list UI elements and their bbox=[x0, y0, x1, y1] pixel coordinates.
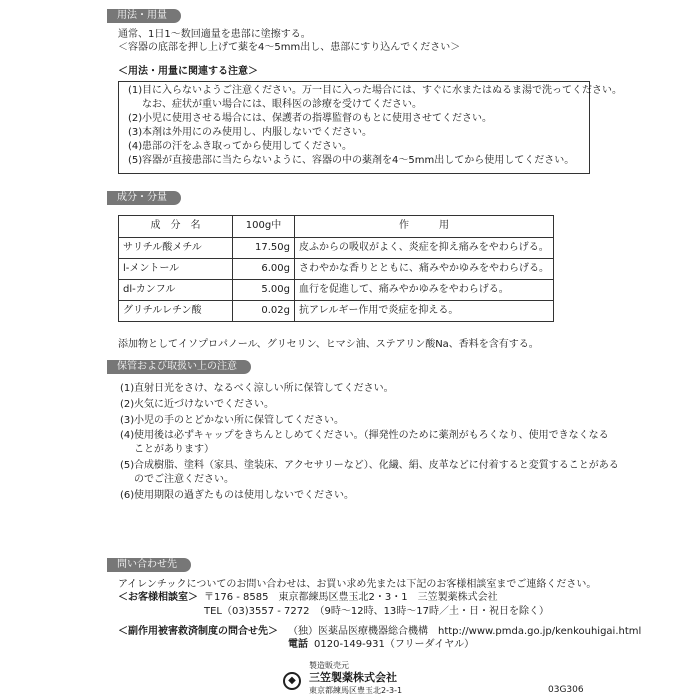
ingredient-name: サリチル酸メチル bbox=[119, 238, 233, 259]
relief-tel-label: 電話 bbox=[288, 639, 308, 650]
col-action-header: 作 用 bbox=[295, 216, 554, 238]
contact-header: 問い合わせ先 bbox=[107, 558, 191, 572]
storage-item: のでご注意ください。 bbox=[134, 474, 234, 485]
relief-label: ＜副作用被害救済制度の問合せ先＞ bbox=[118, 626, 278, 637]
ingredient-action: さわやかな香りとともに、痛みやかゆみをやわらげる。 bbox=[295, 259, 554, 280]
ingredients-header: 成分・分量 bbox=[107, 191, 181, 205]
storage-item: ことがあります） bbox=[134, 444, 214, 455]
company-address: 東京都練馬区豊玉北2-3-1 bbox=[309, 686, 403, 695]
ingredient-amount: 0.02g bbox=[233, 301, 295, 322]
ingredient-action: 抗アレルギー作用で炎症を抑える。 bbox=[295, 301, 554, 322]
ingredient-amount: 6.00g bbox=[233, 259, 295, 280]
usage-line-2: ＜容器の底部を押し上げて薬を4～5mm出し、患部にすり込んでください＞ bbox=[118, 42, 461, 53]
ingredient-action: 血行を促進して、痛みやかゆみをやわらげる。 bbox=[295, 280, 554, 301]
storage-item: (2)火気に近づけないでください。 bbox=[120, 399, 274, 410]
caution-item: (4)患部の汗をふき取ってから使用してください。 bbox=[128, 141, 352, 152]
ingredients-table bbox=[118, 215, 554, 322]
desk-label: ＜お客様相談室＞ bbox=[118, 592, 198, 603]
caution-item: なお、症状が重い場合には、眼科医の診療を受けてください。 bbox=[142, 99, 422, 110]
relief-org: （独）医薬品医療機器総合機構 http://www.pmda.go.jp/kenkouhigai.html bbox=[288, 626, 642, 637]
additives-text: 添加物としてイソプロパノール、グリセリン、ヒマシ油、ステアリン酸Na、香料を含有する。 bbox=[118, 339, 539, 350]
storage-item: (4)使用後は必ずキャップをきちんとしめてください。（揮発性のために薬剤がもろくなり、使用できなくなる bbox=[120, 430, 609, 441]
desk-address: 〒176 - 8585 東京都練馬区豊玉北2・3・1 三笠製薬株式会社 bbox=[204, 592, 498, 603]
table-row bbox=[119, 280, 554, 301]
table-row bbox=[119, 259, 554, 280]
table-row bbox=[119, 301, 554, 322]
storage-item: (5)合成樹脂、塗料（家具、塗装床、アクセサリーなど）、化繊、絹、皮革などに付着すると変質することがある bbox=[120, 460, 619, 471]
storage-item: (3)小児の手のとどかない所に保管してください。 bbox=[120, 415, 344, 426]
contact-intro: アイレンチックについてのお問い合わせは、お買い求め先または下記のお客様相談室までご連絡ください。 bbox=[118, 579, 597, 590]
caution-title: ＜用法・用量に関連する注意＞ bbox=[118, 66, 258, 77]
caution-item: (1)目に入らないようご注意ください。万一目に入った場合には、すぐに水またはぬるま湯で洗ってください。 bbox=[128, 85, 622, 96]
storage-header: 保管および取扱い上の注意 bbox=[107, 360, 251, 374]
ingredient-name: l-メントール bbox=[119, 259, 233, 280]
storage-item: (6)使用期限の過ぎたものは使用しないでください。 bbox=[120, 490, 354, 501]
table-header-row bbox=[119, 216, 554, 238]
seller-label: 製造販売元 bbox=[309, 661, 349, 670]
usage-line-1: 通常、1日1～数回適量を患部に塗擦する。 bbox=[118, 29, 311, 40]
ingredient-name: dl-カンフル bbox=[119, 280, 233, 301]
table-row bbox=[119, 238, 554, 259]
relief-tel: 0120-149-931（フリーダイヤル） bbox=[314, 639, 475, 650]
caution-item: (2)小児に使用させる場合には、保護者の指導監督のもとに使用させてください。 bbox=[128, 113, 492, 124]
usage-header: 用法・用量 bbox=[107, 9, 181, 23]
desk-tel: TEL（03)3557 - 7272 （9時～12時、13時～17時／土・日・祝日を除く） bbox=[204, 606, 550, 617]
caution-item: (5)容器が直接患部に当たらないように、容器の中の薬剤を4～5mm出してから使用してください。 bbox=[128, 155, 575, 166]
col-amount-header: 100g中 bbox=[233, 216, 295, 238]
ingredient-amount: 17.50g bbox=[233, 238, 295, 259]
col-name-header: 成 分 名 bbox=[119, 216, 233, 238]
storage-item: (1)直射日光をさけ、なるべく涼しい所に保管してください。 bbox=[120, 383, 394, 394]
company-logo-icon: ◆ bbox=[283, 672, 301, 690]
document-code: 03G306 bbox=[548, 685, 584, 695]
ingredient-action: 皮ふからの吸収がよく、炎症を抑え痛みをやわらげる。 bbox=[295, 238, 554, 259]
caution-item: (3)本剤は外用にのみ使用し、内服しないでください。 bbox=[128, 127, 372, 138]
ingredient-name: グリチルレチン酸 bbox=[119, 301, 233, 322]
company-name: 三笠製薬株式会社 bbox=[309, 671, 397, 684]
ingredient-amount: 5.00g bbox=[233, 280, 295, 301]
